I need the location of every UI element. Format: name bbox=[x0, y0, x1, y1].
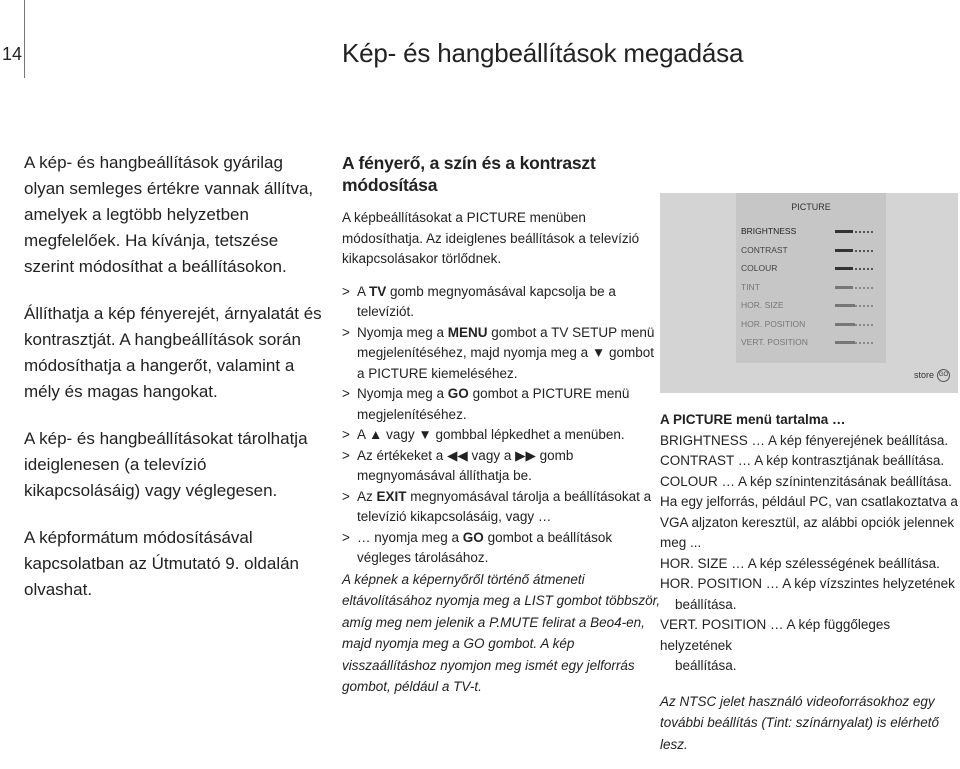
step-text: gombot a beállítások végleges tárolásához. bbox=[357, 529, 613, 565]
step-marker: > bbox=[342, 427, 350, 442]
menu-option-description: HOR. POSITION … A kép vízszintes helyzetének bbox=[660, 576, 955, 591]
step-key-name: GO bbox=[462, 529, 484, 545]
menu-option-description: COLOUR … A kép színintenzitásának beállítása. bbox=[660, 473, 952, 489]
instructions-column bbox=[342, 152, 662, 710]
step-text: A bbox=[357, 283, 370, 299]
menu-item[interactable] bbox=[741, 263, 881, 273]
step-item bbox=[342, 487, 662, 528]
step-item bbox=[342, 384, 662, 425]
step-text: gombot a TV SETUP menü megjelenítéséhez, majd nyomja meg a ▼ gombot a PICTURE kiemeléséhez. bbox=[357, 324, 655, 381]
menu-item-label: HOR. SIZE bbox=[741, 300, 784, 310]
menu-value-fill bbox=[835, 267, 853, 270]
intro-paragraph: A kép- és hangbeállításokat tárolhatja ideiglenesen (a televízió kikapcsolásáig) vagy véglegesen. bbox=[24, 429, 308, 500]
menu-item-label: TINT bbox=[741, 281, 760, 292]
step-text: A ▲ vagy ▼ gombbal lépkedhet a menüben. bbox=[357, 427, 625, 442]
store-text: store bbox=[913, 369, 934, 380]
step-key-name: MENU bbox=[447, 324, 488, 340]
intro-paragraph: A képformátum módosításával kapcsolatban az Útmutató 9. oldalán olvashat. bbox=[24, 528, 300, 599]
menu-value-bar bbox=[835, 342, 875, 344]
picture-menu-panel bbox=[736, 193, 886, 363]
section-heading: A fényerő, a szín és a kontraszt módosítása bbox=[342, 153, 596, 195]
page-number: 14 bbox=[2, 44, 23, 64]
step-text: gomb megnyomásával kapcsolja be a televíziót. bbox=[357, 283, 616, 319]
page-title: Kép- és hangbeállítások megadása bbox=[342, 38, 744, 68]
menu-title: PICTURE bbox=[791, 202, 831, 212]
picture-mute-note: A képnek a képernyőről történő átmeneti eltávolításához nyomja meg a LIST gombot többször, amíg meg nem jelenik a P.MUTE felirat a Beo4-en, majd nyomja meg a GO gombot. A kép visszaállításhoz nyomjon meg ismét egy jelforrás gombot, például a TV-t. bbox=[342, 571, 661, 694]
header-divider bbox=[24, 0, 25, 78]
menu-value-bar bbox=[835, 250, 875, 252]
menu-value-fill bbox=[835, 286, 853, 289]
ntsc-note: Az NTSC jelet használó videoforrásokhoz egy további beállítás (Tint: színárnyalat) is elérhető lesz. bbox=[660, 693, 940, 752]
menu-item-label: COLOUR bbox=[741, 263, 778, 273]
menu-contents-heading: A PICTURE menü tartalma … bbox=[660, 412, 846, 427]
step-marker: > bbox=[342, 283, 350, 299]
menu-item[interactable] bbox=[741, 245, 881, 255]
step-item bbox=[342, 446, 662, 487]
step-key-name: GO bbox=[447, 386, 469, 401]
menu-item[interactable] bbox=[741, 337, 881, 347]
menu-value-bar bbox=[835, 287, 875, 289]
step-item bbox=[342, 425, 662, 446]
step-marker: > bbox=[342, 529, 350, 545]
menu-value-bar bbox=[835, 324, 875, 326]
step-text: Nyomja meg a bbox=[357, 324, 448, 340]
step-item bbox=[342, 528, 662, 569]
intro-column bbox=[24, 150, 324, 624]
step-text: … nyomja meg a bbox=[357, 529, 463, 545]
step-text: gombot a PICTURE menü megjelenítéséhez. bbox=[357, 386, 630, 422]
menu-item[interactable] bbox=[741, 319, 881, 329]
menu-value-fill bbox=[835, 304, 855, 307]
step-key-name: TV bbox=[369, 283, 387, 299]
menu-option-description: Ha egy jelforrás, például PC, van csatlakoztatva a VGA aljzaton keresztül, az alábbi opciók jelennek meg ... bbox=[660, 494, 958, 550]
step-marker: > bbox=[342, 447, 350, 463]
step-list bbox=[342, 282, 662, 569]
step-item bbox=[342, 282, 662, 323]
step-text: megnyomásával tárolja a beállításokat a televízió kikapcsolásáig, vagy … bbox=[357, 488, 652, 524]
step-text: Az értékeket a ◀◀ vagy a ▶▶ gomb megnyomásával állíthatja be. bbox=[357, 447, 574, 483]
step-marker: > bbox=[342, 324, 350, 340]
menu-option-description: VERT. POSITION … A kép függőleges helyzetének bbox=[660, 617, 891, 653]
step-key-name: EXIT bbox=[376, 488, 407, 504]
menu-item-label: BRIGHTNESS bbox=[741, 226, 797, 236]
menu-item[interactable] bbox=[741, 282, 881, 292]
menu-value-fill bbox=[835, 341, 855, 344]
intro-paragraph: A kép- és hangbeállítások gyárilag olyan semleges értékre vannak állítva, amelyek a legtöbb helyzetben megfelelőek. Ha kívánja, tetszése szerint módosíthat a beállításokon. bbox=[24, 153, 314, 276]
menu-value-fill bbox=[835, 249, 853, 252]
menu-value-fill bbox=[835, 230, 853, 233]
menu-item-label: VERT. POSITION bbox=[741, 337, 808, 347]
menu-value-fill bbox=[835, 323, 855, 326]
menu-item-label: CONTRAST bbox=[741, 244, 788, 255]
step-marker: > bbox=[342, 488, 350, 504]
menu-value-bar bbox=[835, 305, 875, 307]
menu-option-description: BRIGHTNESS … A kép fényerejének beállítása. bbox=[660, 432, 949, 448]
step-item bbox=[342, 323, 662, 385]
menu-item[interactable] bbox=[741, 300, 881, 310]
section-intro: A képbeállításokat a PICTURE menüben módosíthatja. Az ideiglenes beállítások a televízió kikapcsolásakor törlődnek. bbox=[342, 210, 640, 266]
intro-paragraph: Állíthatja a kép fényerejét, árnyalatát és kontrasztját. A hangbeállítások során módosíthatja a hangerőt, valamint a mély és magas hangokat. bbox=[24, 304, 322, 401]
menu-option-description-continued: beállítása. bbox=[675, 658, 737, 673]
menu-option-description-continued: beállítása. bbox=[675, 596, 737, 612]
picture-menu-screen bbox=[660, 193, 958, 393]
step-marker: > bbox=[342, 386, 350, 401]
menu-contents-column bbox=[660, 410, 958, 769]
menu-item-label: HOR. POSITION bbox=[741, 318, 806, 329]
step-text: Az bbox=[357, 488, 377, 504]
go-button-icon: GO bbox=[937, 369, 950, 382]
menu-value-bar bbox=[835, 268, 875, 270]
step-text: Nyomja meg a bbox=[357, 386, 448, 401]
menu-option-description: CONTRAST … A kép kontrasztjának beállítása. bbox=[660, 453, 945, 468]
menu-item[interactable] bbox=[741, 226, 881, 236]
menu-value-bar bbox=[835, 231, 875, 233]
store-label bbox=[914, 369, 950, 382]
menu-option-description: HOR. SIZE … A kép szélességének beállítása. bbox=[660, 555, 940, 571]
